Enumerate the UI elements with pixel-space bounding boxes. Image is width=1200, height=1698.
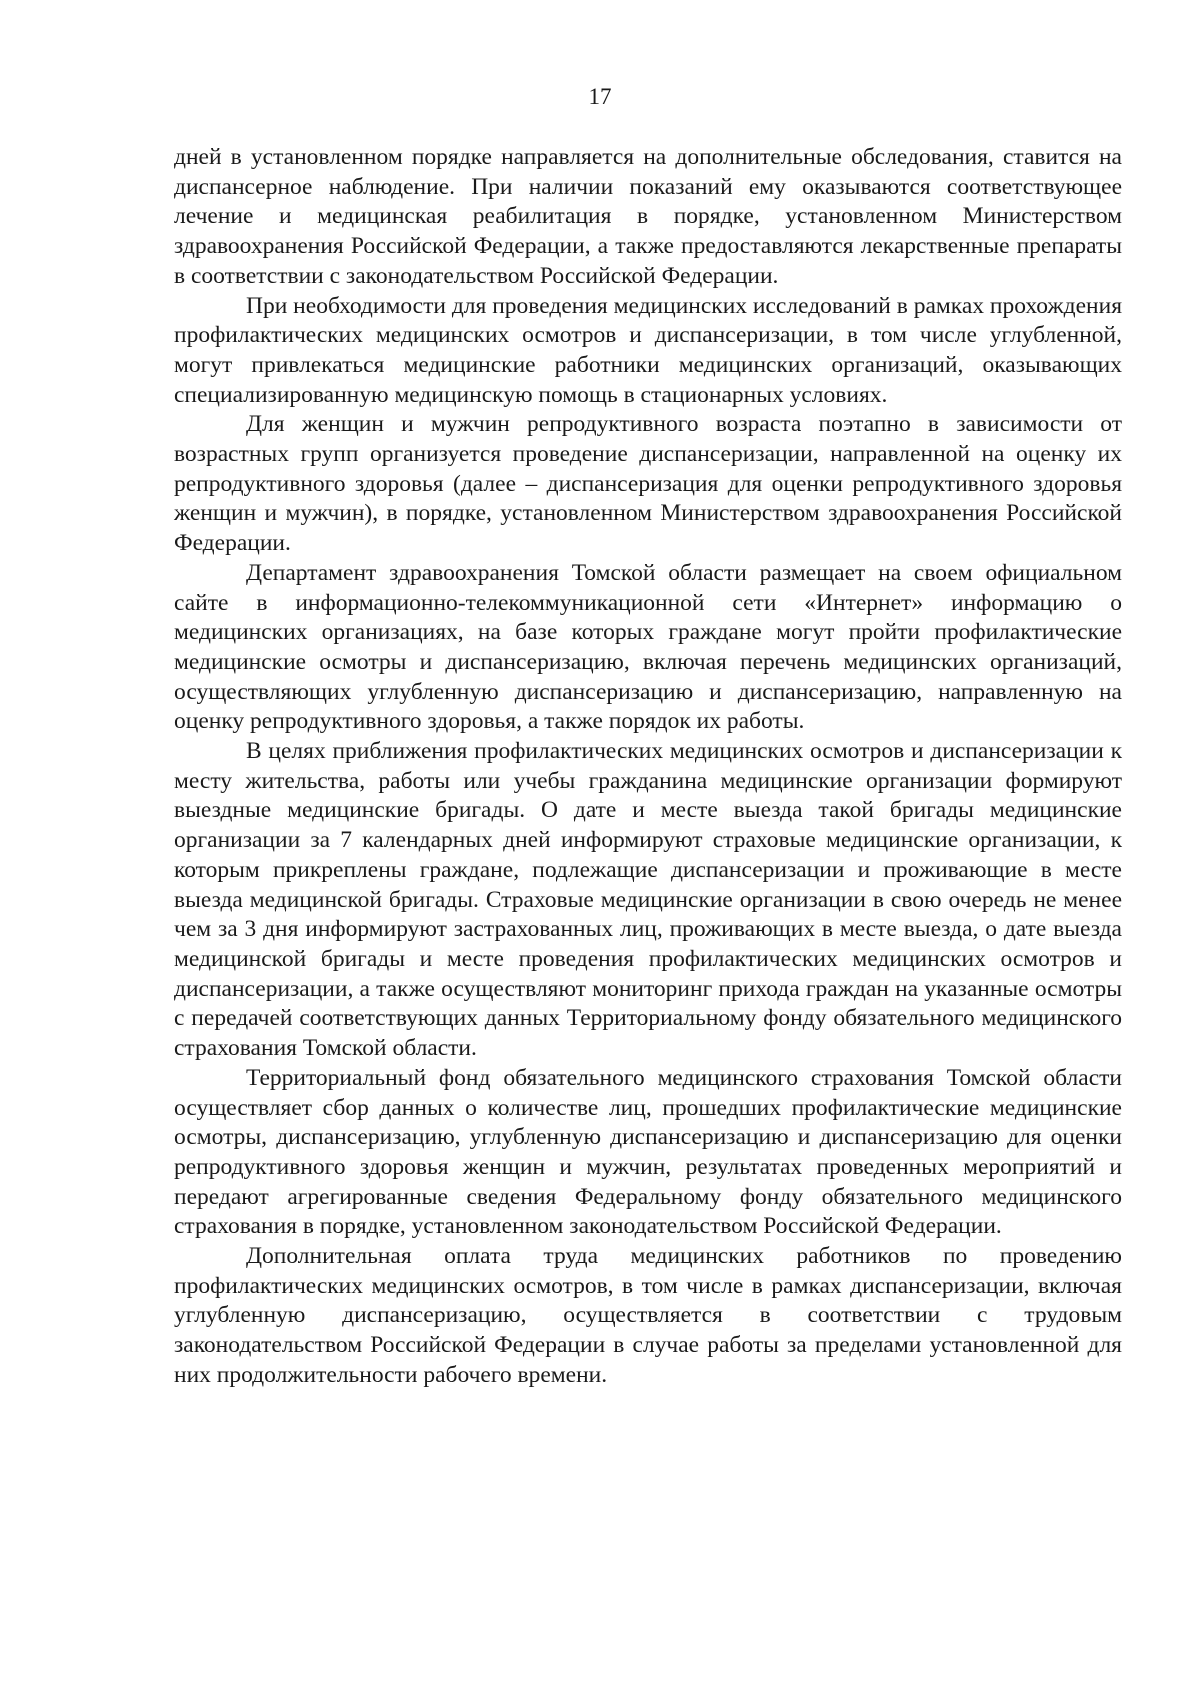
- paragraph-continuation: дней в установленном порядке направляется на дополнительные обследования, ставится на диспансерное наблюдение. При наличии показаний ему оказываются соответствующее лечение и медицинская реабилитация в порядке, установленном Министерством здравоохранения Российской Федерации, а также предоставляются лекарственные препараты в соответствии с законодательством Российской Федерации.: [174, 144, 1122, 289]
- page-number: 17: [588, 84, 612, 109]
- paragraph-medical-research-staff: При необходимости для проведения медицинских исследований в рамках прохождения профилактических медицинских осмотров и диспансеризации, в том числе углубленной, могут привлекаться медицинские работники медицинских организаций, оказывающих специализированную медицинскую помощь в стационарных условиях.: [174, 292, 1122, 408]
- paragraph-territorial-fund: Территориальный фонд обязательного медицинского страхования Томской области осуществляет сбор данных о количестве лиц, прошедших профилактические медицинские осмотры, диспансеризацию, углубленную диспансеризацию и диспансеризацию для оценки репродуктивного здоровья женщин и мужчин, результатах проведенных мероприятий и передают агрегированные сведения Федеральному фонду обязательного медицинского страхования в порядке, установленном законодательством Российской Федерации.: [174, 1064, 1122, 1240]
- document-body: [174, 143, 1122, 1391]
- paragraph-mobile-brigades: В целях приближения профилактических медицинских осмотров и диспансеризации к месту жительства, работы или учебы гражданина медицинские организации формируют выездные медицинские бригады. О дате и месте выезда такой бригады медицинские организации за 7 календарных дней информируют страховые медицинские организации, к которым прикреплены граждане, подлежащие диспансеризации и проживающие в месте выезда медицинской бригады. Страховые медицинские организации в свою очередь не менее чем за 3 дня информируют застрахованных лиц, проживающих в месте выезда, о дате выезда медицинской бригады и месте проведения профилактических медицинских осмотров и диспансеризации, а также осуществляют мониторинг прихода граждан на указанные осмотры с передачей соответствующих данных Территориальному фонду обязательного медицинского страхования Томской области.: [174, 738, 1122, 1062]
- paragraph-department-website: Департамент здравоохранения Томской области размещает на своем официальном сайте в информационно-телекоммуникационной сети «Интернет» информацию о медицинских организациях, на базе которых граждане могут пройти профилактические медицинские осмотры и диспансеризацию, включая перечень медицинских организаций, осуществляющих углубленную диспансеризацию и диспансеризацию, направленную на оценку репродуктивного здоровья, а также порядок их работы.: [174, 559, 1122, 735]
- paragraph-reproductive-health: Для женщин и мужчин репродуктивного возраста поэтапно в зависимости от возрастных групп организуется проведение диспансеризации, направленной на оценку их репродуктивного здоровья (далее – диспансеризация для оценки репродуктивного здоровья женщин и мужчин), в порядке, установленном Министерством здравоохранения Российской Федерации.: [174, 411, 1122, 557]
- paragraph-additional-pay: Дополнительная оплата труда медицинских работников по проведению профилактических медицинских осмотров, в том числе в рамках диспансеризации, включая углубленную диспансеризацию, осуществляется в соответствии с трудовым законодательством Российской Федерации в случае работы за пределами установленной для них продолжительности рабочего времени.: [174, 1243, 1122, 1388]
